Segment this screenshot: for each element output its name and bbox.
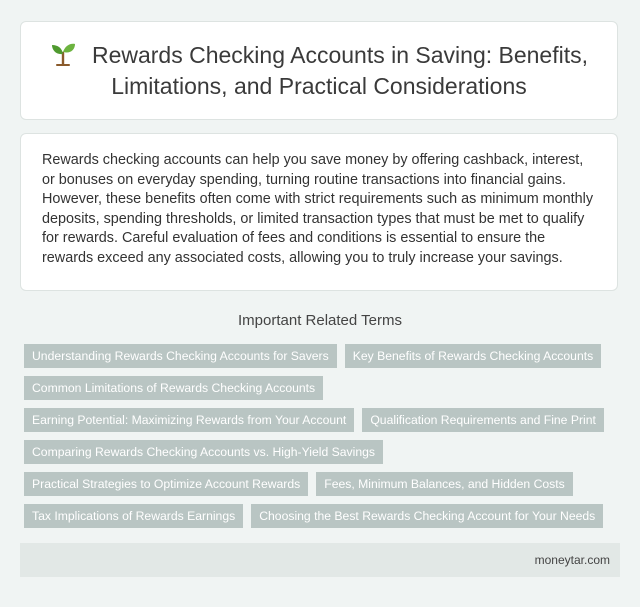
related-term-tag[interactable]: Choosing the Best Rewards Checking Account for Your Needs — [251, 504, 603, 528]
related-term-tag[interactable]: Tax Implications of Rewards Earnings — [24, 504, 243, 528]
intro-paragraph: Rewards checking accounts can help you save money by offering cashback, interest, or bonuses on everyday spending, turning routine transactions into financial gains. However, these benefits often come with strict requirements such as minimum monthly deposits, spending thresholds, or limited transaction types that must be met to qualify for rewards. Careful evaluation of fees and conditions is essential to ensure the rewards exceed any associated costs, allowing you to truly increase your savings. — [42, 152, 594, 266]
related-term-tag[interactable]: Key Benefits of Rewards Checking Accounts — [345, 344, 602, 368]
footer-site-name: moneytar.com — [534, 553, 610, 567]
related-term-tag[interactable]: Fees, Minimum Balances, and Hidden Costs — [316, 472, 572, 496]
title-card — [20, 21, 618, 120]
page-title — [41, 40, 597, 102]
related-terms-list — [24, 344, 624, 528]
related-terms-heading: Important Related Terms — [238, 312, 402, 329]
footer — [20, 543, 620, 577]
related-term-tag[interactable]: Common Limitations of Rewards Checking Accounts — [24, 376, 323, 400]
related-term-tag[interactable]: Practical Strategies to Optimize Account Rewards — [24, 472, 308, 496]
intro-card — [20, 133, 618, 291]
related-term-tag[interactable]: Qualification Requirements and Fine Print — [362, 408, 604, 432]
related-term-tag[interactable]: Comparing Rewards Checking Accounts vs. High-Yield Savings — [24, 440, 383, 464]
page-title-text: Rewards Checking Accounts in Saving: Benefits, Limitations, and Practical Considerations — [91, 41, 589, 99]
related-term-tag[interactable]: Earning Potential: Maximizing Rewards from Your Account — [24, 408, 354, 432]
seedling-icon — [50, 42, 76, 66]
related-term-tag[interactable]: Understanding Rewards Checking Accounts for Savers — [24, 344, 337, 368]
